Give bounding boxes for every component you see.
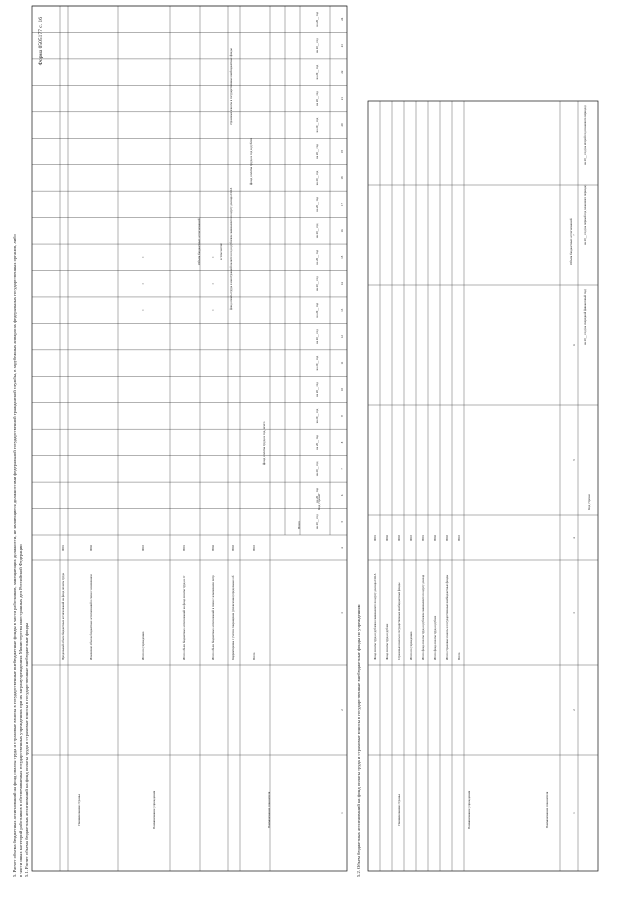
t2-col-number: 1 [572, 812, 576, 814]
t2-row-code: 9010 [457, 535, 461, 541]
t1-row-code: 9003 [231, 545, 235, 551]
t1-row-mark: × [141, 309, 145, 312]
t1-year-label: на 20__ год [315, 91, 319, 106]
t1-header-insurance: страховые взносы в государственные внебюджетные фонды [229, 48, 233, 125]
t1-row-mark: × [141, 282, 145, 285]
t2-row-label: Фонд оплаты труда в рублевом эквиваленте по курсу доллара США [373, 573, 377, 660]
t2-rows [373, 535, 461, 661]
t1-year-label: на 20__ год [315, 329, 319, 344]
t1-col-number: 20 [340, 123, 344, 127]
t1-column-numbers [340, 17, 344, 814]
t1-year-label: на 20__ год [315, 11, 319, 27]
t1-year-label: на 20__ год [315, 38, 319, 53]
t1-year-label: на 20__ год [315, 408, 319, 424]
t2-row-label: Итого фонд оплаты труда в рублях [433, 615, 437, 660]
t1-header-fot-rub: фонд оплаты труда в год в рублях [249, 137, 253, 185]
t2-header-y2: на 20__ год (на первый год планового периода) [583, 184, 587, 245]
t2-row-label: Итого страховые взносы в государственные внебюджетные фонды [445, 574, 449, 660]
t2-header-y1: на 20__ год (на очередной финансовый год) [583, 289, 587, 345]
t1-row-mark: × [211, 256, 215, 259]
t1-year-label: на 20__ год [315, 170, 319, 186]
t1-col-number: 9 [340, 415, 344, 417]
t1-col-number: 7 [340, 468, 344, 470]
t1-year-label: на 20__ год [315, 488, 319, 503]
t1-row-code: 0002 [89, 545, 93, 551]
t1-col-number: 21 [340, 97, 344, 101]
t2-col-number: 4 [572, 537, 576, 539]
t1-year-label: на 20__ год [315, 223, 319, 239]
t1-year-label: на 20__ год [315, 461, 319, 477]
t2-row-label: Страховые взносы в государственные внебюджетные фонды [397, 582, 401, 660]
t1-row-code: 0010 [141, 545, 145, 551]
t1-row-label: Изменение объема бюджетных ассигнований в связи с изменением [89, 574, 93, 660]
t1-col-number: 5 [340, 521, 344, 523]
t1-year-labels [315, 11, 319, 529]
t2-row-code: 9003 [445, 535, 449, 541]
t1-col-number: 8 [340, 441, 344, 444]
table-5-1-grid [32, 6, 347, 871]
t1-row-mark: × [211, 309, 215, 312]
t2-col-number: 6 [572, 344, 576, 346]
form-code: Форма 0505177 с. 16 [38, 17, 44, 66]
t1-row-label: Корректировка с учетом сокращения (увеличения) предельных об [231, 575, 235, 660]
t1-year-label: на 20__ год [315, 355, 319, 371]
t1-header-budget: Объем бюджетных ассигнований [197, 218, 201, 265]
t1-col-number: 6 [340, 494, 344, 497]
t1-row-label: Итого по учреждению [141, 631, 145, 660]
table-5-2 [368, 101, 598, 871]
t2-col-number: 7 [572, 234, 576, 236]
t1-col-number: 24 [340, 17, 344, 21]
t1-col-number: 3 [340, 612, 344, 614]
t2-col-number: 5 [572, 459, 576, 461]
t1-header-row-code: Код строки [317, 494, 321, 510]
table-5-2-grid [368, 101, 598, 871]
t1-header-fot-total: фонд оплаты труда в год, всего [262, 421, 266, 465]
t1-header-incl: в том числе: [219, 242, 223, 260]
t1-row-label: Предельный объем бюджетных ассигнований на фонд оплаты труда [61, 573, 65, 660]
section52-title: 5.2. Объем бюджетных ассигнований на фонд оплаты труда и страховые взносы в государственные внебюджетные фонды по учреждениям [356, 604, 361, 877]
t2-header-y3: на 20__ год (на второй год планового периода) [583, 105, 587, 165]
t1-year-label: на 20__ год [315, 64, 319, 80]
t2-header-indicator: Наименование показателя [545, 791, 549, 829]
t1-year-label: на 20__ год [315, 435, 319, 450]
t1-col-number: 16 [340, 229, 344, 233]
t2-row-code: 0002 [385, 535, 389, 541]
t1-row-mark: × [141, 256, 145, 259]
t1-year-label: на 20__ год [315, 250, 319, 265]
t1-col-number: 12 [340, 335, 344, 339]
section51-title: 5.1. Расчет объема бюджетных ассигнований на фонд оплаты труда и страховые взносы в государственные внебюджетные фонды [24, 622, 29, 877]
t1-col-number: 22 [340, 70, 344, 74]
t1-row-code: 9001 [182, 545, 186, 551]
t2-col-number: 3 [572, 612, 576, 614]
t1-year-label: на 20__ год [315, 197, 319, 212]
t1-row-label: Итого объем бюджетных ассигнований в связи с изменением потр [211, 575, 215, 660]
t1-row-mark: × [211, 282, 215, 285]
t2-row-label: Фонд оплаты труда в рублях [385, 623, 389, 660]
t1-header-fot-fx: фонд оплаты труда в иностранной валюте в год в рублевом эквиваленте по курсу доллара США [229, 187, 233, 310]
section5-title: 5. Расчет объема бюджетных ассигнований на фонд оплаты труда и страховые взносы в государственные внебюджетные фонды в части работников, замещающих должности, не являющиеся должностями федеральной государственной гражданской службы, в зарубежных аппаратах федеральных государственных органов, либо [12, 234, 17, 877]
t2-header-institution: Наименование учреждения [467, 790, 471, 830]
t2-row-label: Итого по учреждению [409, 631, 413, 660]
t1-year-label: на 20__ год [315, 302, 319, 318]
t1-row-code: 0001 [61, 545, 65, 551]
t1-col-number: 10 [340, 388, 344, 392]
t1-col-number: 17 [340, 202, 344, 206]
t1-col-number: 15 [340, 255, 344, 259]
table-5-1 [32, 6, 347, 871]
t1-row-code: 9002 [211, 545, 215, 551]
t1-year-label: на 20__ год [315, 382, 319, 397]
t2-column-numbers [572, 234, 576, 814]
t1-year-label: на 20__ год [315, 514, 319, 530]
t2-header-budget: Объем бюджетных ассигнований [569, 218, 573, 265]
t1-year-label: на 20__ год [315, 144, 319, 159]
t1-col-number: 23 [340, 44, 344, 48]
t1-col-number: 2 [340, 709, 344, 711]
t1-col-number: 1 [340, 812, 344, 814]
t1-year-label: на 20__ год [315, 117, 319, 133]
t1-year-label: на 20__ год [315, 276, 319, 291]
t1-row-label: Всего [252, 652, 256, 660]
t2-col-number: 2 [572, 709, 576, 711]
t2-row-code: 0010 [409, 535, 413, 541]
table-5-2-frame [368, 101, 598, 871]
t2-row-label: Всего [457, 652, 461, 660]
table-5-1-frame [32, 6, 347, 871]
t1-col-number: 4 [340, 547, 344, 549]
t2-row-code: 0001 [373, 535, 377, 541]
t2-header-row-code: Код строки [587, 494, 591, 510]
t1-header-institution: Наименование учреждения [152, 790, 156, 830]
t1-row-code: 9010 [252, 545, 256, 551]
t1-header-country: Наименование страны [77, 794, 81, 826]
t2-row-code: 9001 [421, 535, 425, 541]
t1-col-number: 19 [340, 149, 344, 153]
t1-col-number: 11 [340, 361, 344, 365]
t1-col-number: 14 [340, 282, 344, 286]
t2-header-country: Наименование страны [397, 794, 401, 826]
t1-row-label: Итого объем бюджетных ассигнований на фонд оплаты труда и ст [182, 575, 186, 660]
t1-header-indicator: Наименование показателя [267, 791, 271, 829]
t2-row-label: Итого фонд оплаты труда в рублевом эквиваленте по курсу доллар [421, 574, 425, 660]
t1-col-number: 18 [340, 176, 344, 180]
t1-col-number: 13 [340, 308, 344, 312]
t2-row-code: 9002 [433, 535, 437, 541]
t2-row-code: 0003 [397, 535, 401, 541]
section5-title-line2: в части иных категорий работников в обеспечиваемых государственных учреждениях при их загранучреждениях Министерства иностранных дел Российской Федерации [18, 544, 23, 877]
t1-rows [61, 256, 256, 660]
t1-header-total: Всего [297, 520, 301, 530]
